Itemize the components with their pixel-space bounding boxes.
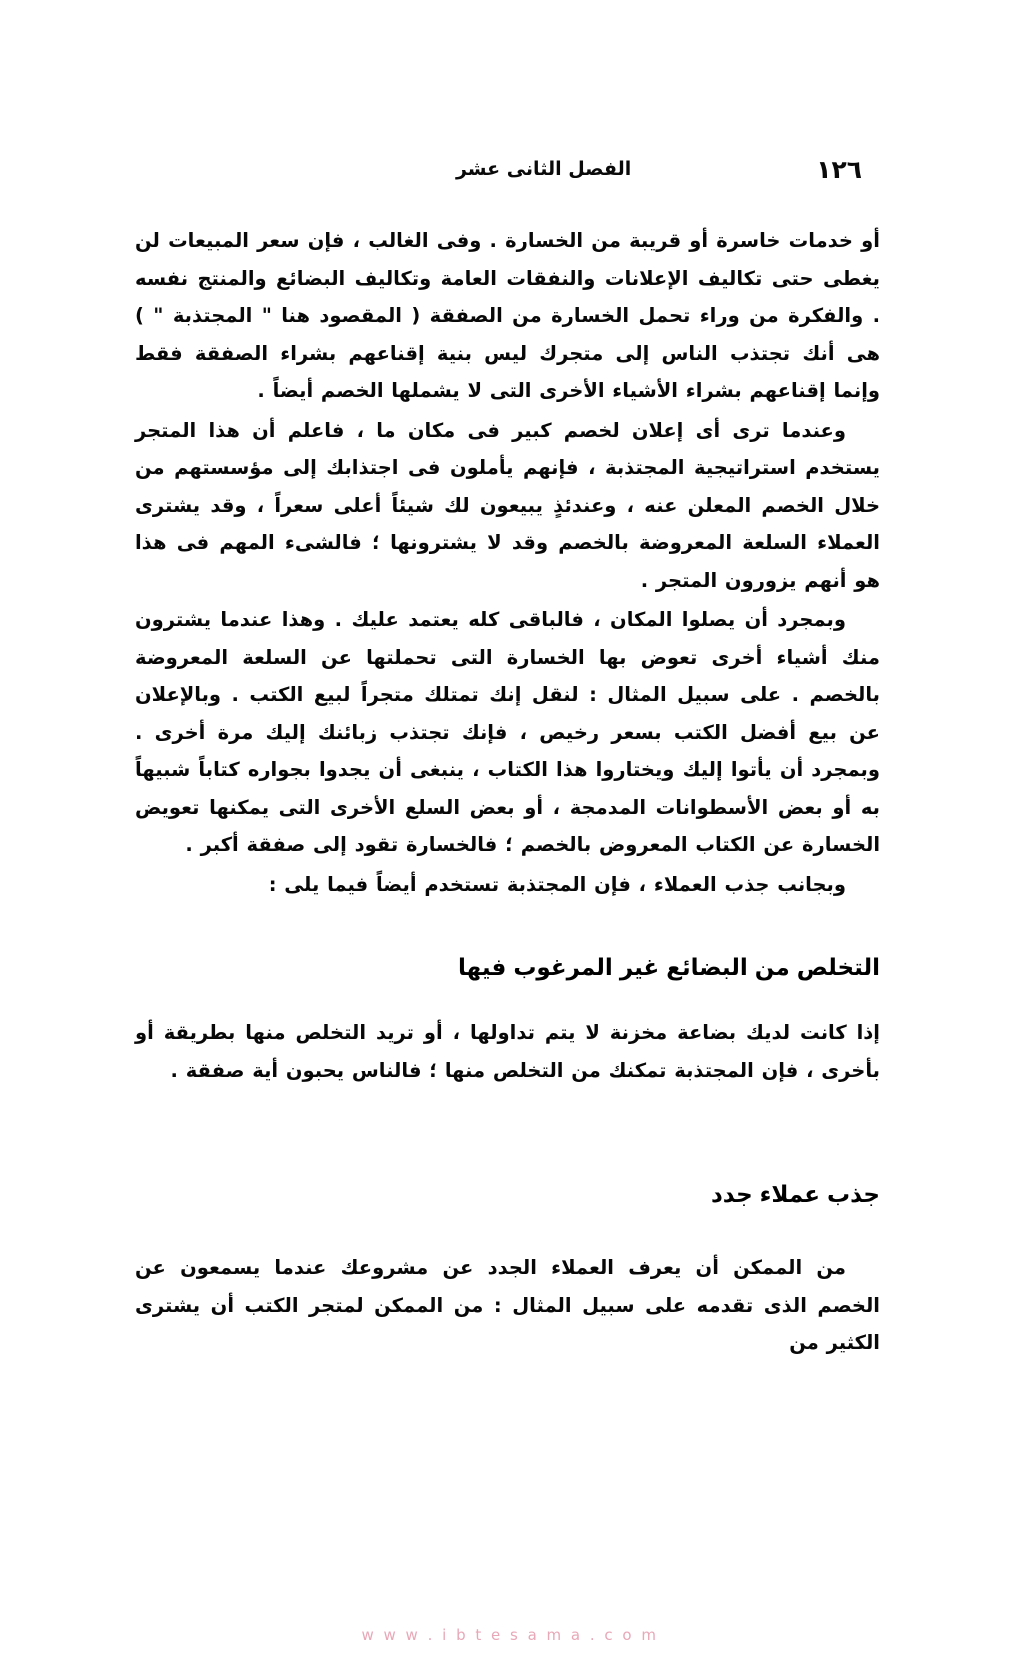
paragraph-1: أو خدمات خاسرة أو قريبة من الخسارة . وفى الغالب ، فإن سعر المبيعات لن يغطى حتى تكاليف الإعلانات والنفقات العامة وتكاليف البضائع والمنتج نفسه . والفكرة من وراء تحمل الخسارة من الصفقة ( المقصود هنا " المجتذبة " ) هى أنك تجتذب الناس إلى متجرك ليس بنية إقناعهم بشراء الصفقة فقط وإنما إقناعهم بشراء الأشياء الأخرى التى لا يشملها الخصم أيضاً .	[135, 229, 880, 402]
chapter-title: الفصل الثانى عشر	[455, 158, 632, 180]
paragraph-2: وعندما ترى أى إعلان لخصم كبير فى مكان ما ، فاعلم أن هذا المتجر يستخدم استراتيجية المجتذبة ، فإنهم يأملون فى اجتذابك إلى مؤسستهم من خلال الخصم المعلن عنه ، وعندئذٍ يبيعون لك شيئاً أعلى سعراً ، وقد يشترى العملاء السلعة المعروضة بالخصم وقد لا يشترونها ؛ فالشىء المهم فى هذا هو أنهم يزورون المتجر .	[135, 418, 880, 592]
spacer	[135, 1091, 880, 1179]
spacer	[135, 905, 880, 952]
paragraph-after-heading-2: من الممكن أن يعرف العملاء الجدد عن مشروعك عندما يسمعون عن الخصم الذى تقدمه على سبيل المثال : من الممكن لمتجر الكتب أن يشترى الكثير من	[135, 1256, 880, 1354]
paragraph-4: وبجانب جذب العملاء ، فإن المجتذبة تستخدم أيضاً فيما يلى :	[268, 872, 846, 896]
section-heading-new-customers: جذب عملاء جدد	[710, 1182, 880, 1208]
site-watermark: w w w . i b t e s a m a . c o m	[361, 1626, 659, 1644]
paragraph-3: وبمجرد أن يصلوا المكان ، فالباقى كله يعتمد عليك . وهذا عندما يشترون منك أشياء أخرى تعوض بها الخسارة التى تحملتها عن السلعة المعروضة بالخصم . على سبيل المثال : لنقل إنك تمتلك متجراً لبيع الكتب . وبالإعلان عن بيع أفضل الكتب بسعر رخيص ، فإنك تجتذب زبائنك إليك مرة أخرى . وبمجرد أن يأتوا إليك ويختاروا هذا الكتاب ، ينبغى أن يجدوا بجواره كتاباً شبيهاً به أو بعض الأسطوانات المدمجة ، أو بعض السلع الأخرى التى يمكنها تعويض الخسارة عن الكتاب المعروض بالخصم ؛ فالخسارة تقود إلى صفقة أكبر .	[135, 608, 880, 856]
body-text-column	[135, 222, 880, 1364]
spacer	[135, 1211, 880, 1249]
spacer	[135, 984, 880, 1014]
page-number: ١٢٦	[816, 154, 862, 184]
running-head	[140, 152, 880, 186]
paragraph-after-heading-1: إذا كانت لديك بضاعة مخزنة لا يتم تداولها ، أو تريد التخلص منها بطريقة أو بأخرى ، فإن المجتذبة تمكنك من التخلص منها ؛ فالناس يحبون أية صفقة .	[135, 1021, 880, 1082]
section-heading-unwanted-goods: التخلص من البضائع غير المرغوب فيها	[458, 955, 880, 981]
